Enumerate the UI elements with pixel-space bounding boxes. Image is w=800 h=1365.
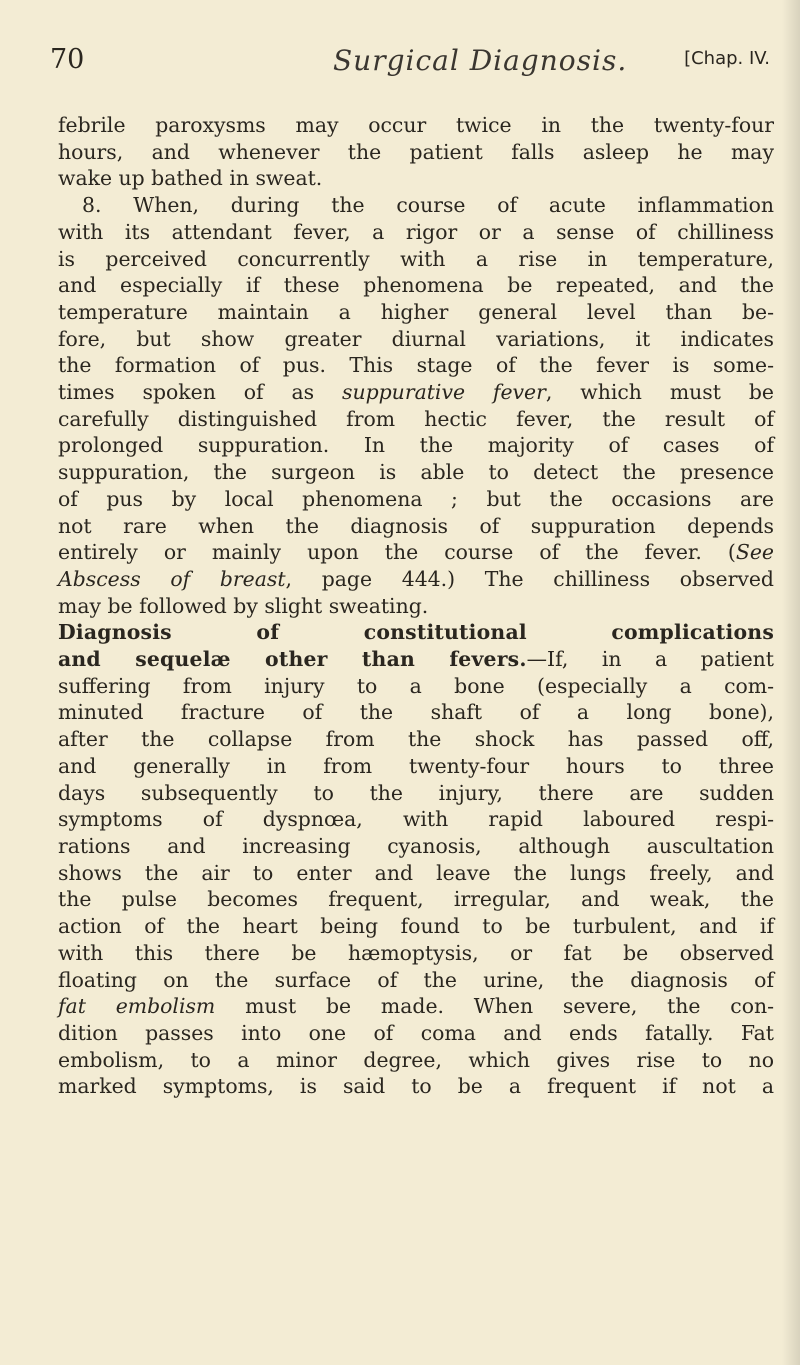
text-line: hours, and whenever the patient falls asleep he may [58, 139, 774, 164]
page-number: 70 [50, 44, 85, 75]
text-line: action of the heart being found to be turbulent, and if [58, 914, 774, 939]
text-line [58, 379, 774, 406]
text-line: floating on the surface of the urine, the diagnosis of [58, 967, 774, 992]
text-line: 8. When, during the course of acute inflammation [82, 193, 774, 218]
italic-term: fat embolism [58, 994, 216, 1019]
text-line: may be followed by slight sweating. [58, 593, 429, 618]
text-line: rations and increasing cyanosis, although auscultation [58, 833, 774, 858]
text-line: fore, but show greater diurnal variations, it indicates [58, 326, 774, 351]
section-heading: Diagnosis of constitutional complications [58, 620, 774, 645]
page-edge-shadow [782, 0, 800, 1365]
text-line: after the collapse from the shock has passed off, [58, 727, 774, 752]
text-line: symptoms of dyspnœa, with rapid laboured respi- [58, 807, 774, 832]
text-line: febrile paroxysms may occur twice in the twenty-four [58, 113, 774, 137]
chapter-label: [Chap. IV. [684, 48, 770, 69]
text-segment: —If, in a patient [526, 647, 774, 672]
text-line: of pus by local phenomena ; but the occasions are [58, 486, 774, 511]
page-header [50, 44, 770, 84]
text-line: suppuration, the surgeon is able to detect the presence [58, 460, 774, 485]
text-line: is perceived concurrently with a rise in temperature, [58, 246, 774, 271]
text-line: days subsequently to the injury, there are sudden [58, 780, 774, 805]
text-line: temperature maintain a higher general level than be- [58, 299, 774, 324]
text-line: with this there be hæmoptysis, or fat be observed [58, 940, 774, 965]
text-line [58, 993, 774, 1020]
italic-term: See [735, 540, 774, 565]
italic-term: Abscess of breast [58, 566, 286, 591]
text-line: and generally in from twenty-four hours to three [58, 753, 774, 778]
text-segment: entirely or mainly upon the course of the fever. ( [58, 540, 736, 565]
text-line [58, 566, 774, 593]
text-line: the formation of pus. This stage of the fever is some- [58, 353, 774, 378]
text-segment: , page 444.) The chilliness observed [285, 566, 774, 591]
text-line: wake up bathed in sweat. [58, 166, 323, 191]
text-line: and especially if these phenomena be repeated, and the [58, 273, 774, 298]
text-line: shows the air to enter and leave the lungs freely, and [58, 860, 774, 885]
page-body [58, 112, 774, 1100]
text-line [58, 539, 774, 566]
text-segment: , which must be [545, 380, 774, 405]
text-line: with its attendant fever, a rigor or a sense of chilliness [58, 219, 774, 244]
text-segment: must be made. When severe, the con- [215, 994, 775, 1019]
text-line: dition passes into one of coma and ends fatally. Fat [58, 1020, 774, 1045]
italic-term: suppurative fever [341, 380, 546, 405]
text-line: minuted fracture of the shaft of a long bone), [58, 700, 774, 725]
text-line: prolonged suppuration. In the majority of cases of [58, 433, 774, 458]
running-title: Surgical Diagnosis. [333, 44, 628, 77]
text-line: marked symptoms, is said to be a frequent if not a [58, 1074, 774, 1099]
text-line: embolism, to a minor degree, which gives rise to no [58, 1047, 774, 1072]
text-line: suffering from injury to a bone (especially a com- [58, 673, 774, 698]
text-line: carefully distinguished from hectic fever, the result of [58, 406, 774, 431]
text-line: not rare when the diagnosis of suppuration depends [58, 513, 774, 538]
text-segment: times spoken of as [58, 380, 342, 405]
text-line [58, 646, 774, 673]
text-line: the pulse becomes frequent, irregular, and weak, the [58, 887, 774, 912]
section-heading: and sequelæ other than fevers. [58, 647, 527, 672]
